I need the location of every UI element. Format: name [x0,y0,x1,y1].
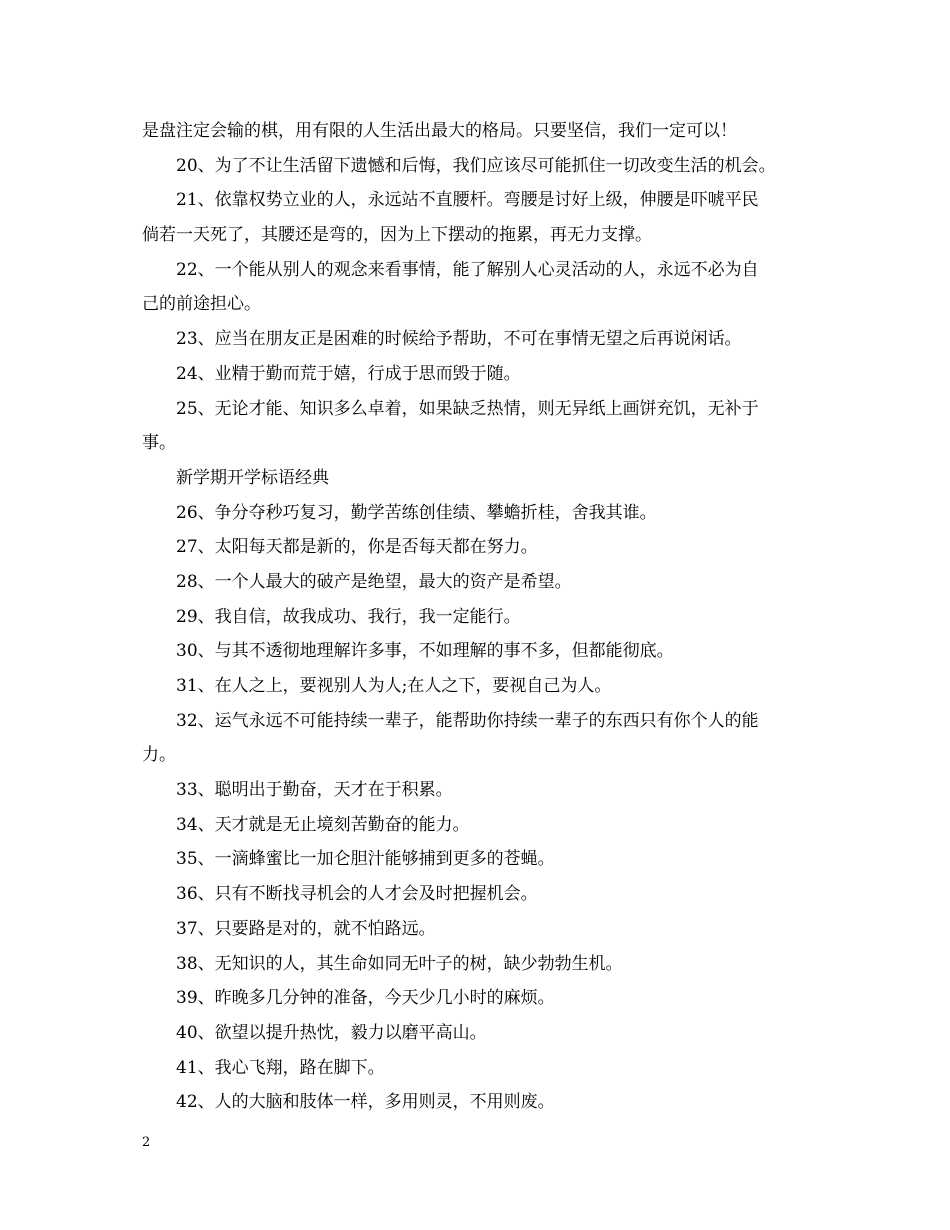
text-line: 33、聪明出于勤奋，天才在于积累。 [176,780,453,801]
text-line: 23、应当在朋友正是困难的时候给予帮助，不可在事情无望之后再说闲话。 [176,329,742,350]
text-line: 25、无论才能、知识多么卓着，如果缺乏热情，则无异纸上画饼充饥，无补于 [176,398,759,419]
text-line: 21、依靠权势立业的人，永远站不直腰杆。弯腰是讨好上级，伸腰是吓唬平民 [176,190,759,211]
text-line: 己的前途担心。 [142,294,261,315]
text-line: 42、人的大脑和肢体一样，多用则灵，不用则废。 [176,1092,555,1113]
text-line: 22、一个能从别人的观念来看事情，能了解别人心灵活动的人，永远不必为自 [176,259,759,280]
text-line: 37、只要路是对的，就不怕路远。 [176,918,436,939]
text-line: 是盘注定会输的棋，用有限的人生活出最大的格局。只要坚信，我们一定可以！ [142,121,737,141]
text-line: 24、业精于勤而荒于嬉，行成于思而毁于随。 [176,363,521,384]
text-line: 34、天才就是无止境刻苦勤奋的能力。 [176,814,470,835]
text-line: 27、太阳每天都是新的，你是否每天都在努力。 [176,537,538,558]
text-line: 31、在人之上，要视别人为人;在人之下，要视自己为人。 [176,676,612,696]
text-line: 38、无知识的人，其生命如同无叶子的树，缺少勃勃生机。 [176,953,623,974]
document-body [142,114,812,1120]
text-line: 29、我自信，故我成功、我行，我一定能行。 [176,606,521,627]
text-line: 力。 [142,745,176,766]
text-line: 26、争分夺秒巧复习，勤学苦练创佳绩、攀蟾折桂，舍我其谁。 [176,502,657,523]
page-number: 2 [142,1135,151,1150]
text-line: 新学期开学标语经典 [176,467,329,488]
text-line: 28、一个人最大的破产是绝望，最大的资产是希望。 [176,571,572,592]
text-line: 35、一滴蜂蜜比一加仑胆汁能够捕到更多的苍蝇。 [176,849,555,870]
text-line: 36、只有不断找寻机会的人才会及时把握机会。 [176,884,538,905]
text-line: 倘若一天死了，其腰还是弯的，因为上下摆动的拖累，再无力支撑。 [142,225,652,246]
text-line: 41、我心飞翔，路在脚下。 [176,1057,385,1078]
text-line: 32、运气永远不可能持续一辈子，能帮助你持续一辈子的东西只有你个人的能 [176,710,759,731]
text-line: 30、与其不透彻地理解许多事，不如理解的事不多，但都能彻底。 [176,641,674,662]
text-line: 39、昨晚多几分钟的准备，今天少几小时的麻烦。 [176,988,555,1009]
text-line: 40、欲望以提升热忱，毅力以磨平高山。 [176,1022,487,1043]
text-line: 事。 [142,433,176,454]
text-line: 20、为了不让生活留下遗憾和后悔，我们应该尽可能抓住一切改变生活的机会。 [176,155,776,176]
